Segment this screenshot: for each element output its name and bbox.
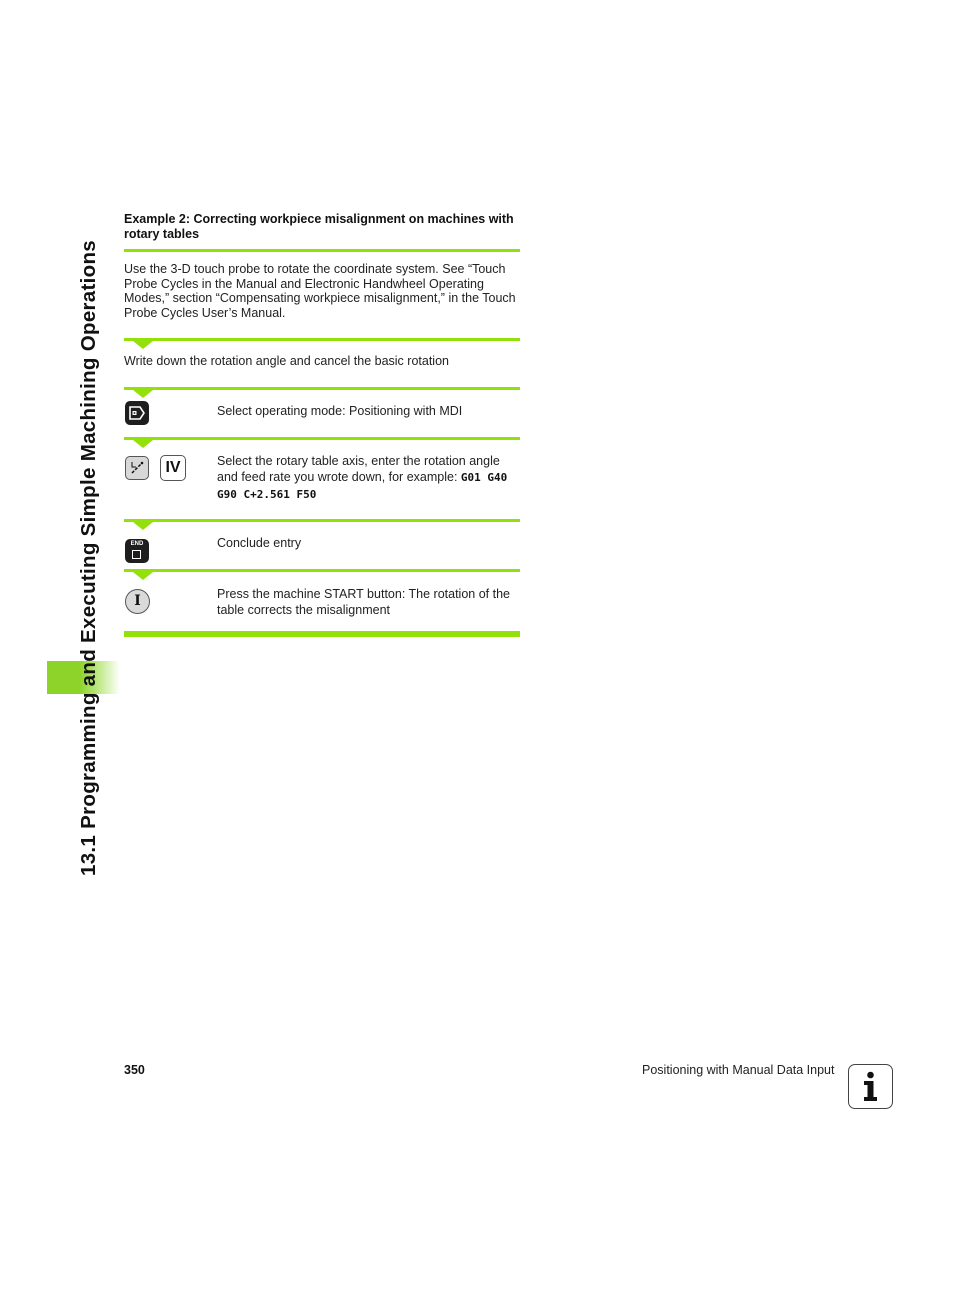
nc-start-key-label: I bbox=[134, 593, 141, 609]
chapter-title-text: 13.1 Programming and Executing Simple Machining Operations bbox=[77, 240, 100, 876]
step-arrow-icon bbox=[133, 440, 153, 448]
end-key-icon[interactable] bbox=[125, 539, 149, 563]
step-arrow-icon bbox=[133, 390, 153, 398]
end-key-square-icon bbox=[132, 550, 141, 559]
step-arrow-icon bbox=[133, 572, 153, 580]
divider bbox=[124, 519, 520, 522]
positioning-mdi-key-icon[interactable] bbox=[125, 401, 149, 425]
axis-iv-key-label: IV bbox=[165, 459, 181, 476]
section-end-bar bbox=[124, 631, 520, 637]
note-text: Write down the rotation angle and cancel the basic rotation bbox=[124, 354, 449, 368]
step-2-text bbox=[217, 453, 522, 503]
divider bbox=[124, 249, 520, 252]
axis-iv-key-icon[interactable] bbox=[160, 455, 186, 481]
step-2-code-example: G01 G40 G90 C+2.561 F50 bbox=[217, 471, 508, 501]
info-icon bbox=[848, 1064, 893, 1109]
step-2-description: Select the rotary table axis, enter the rotation angle and feed rate you wrote down, for example: bbox=[217, 454, 500, 484]
page-number: 350 bbox=[124, 1063, 145, 1077]
step-3-text: Conclude entry bbox=[217, 536, 302, 550]
nc-start-key-icon[interactable] bbox=[125, 589, 150, 614]
divider bbox=[124, 437, 520, 440]
step-arrow-icon bbox=[133, 341, 153, 349]
divider bbox=[124, 387, 520, 390]
step-arrow-icon bbox=[133, 522, 153, 530]
step-1-text: Select operating mode: Positioning with MDI bbox=[217, 404, 463, 418]
footer-section-title: Positioning with Manual Data Input bbox=[642, 1063, 835, 1077]
divider bbox=[124, 569, 520, 572]
step-4-text: Press the machine START button: The rotation of the table corrects the misalignment bbox=[217, 587, 510, 617]
rotary-axis-key-icon[interactable] bbox=[125, 456, 149, 480]
divider bbox=[124, 338, 520, 341]
end-key-label: END bbox=[130, 541, 144, 547]
intro-paragraph: Use the 3-D touch probe to rotate the coordinate system. See “Touch Probe Cycles in the Manual and Electronic Handwheel Operating Modes,” section “Compensating workpiece misalignment,” in the Touch Probe Cycles User’s Manual. bbox=[124, 262, 516, 320]
example-heading: Example 2: Correcting workpiece misalignment on machines with rotary tables bbox=[124, 212, 514, 241]
